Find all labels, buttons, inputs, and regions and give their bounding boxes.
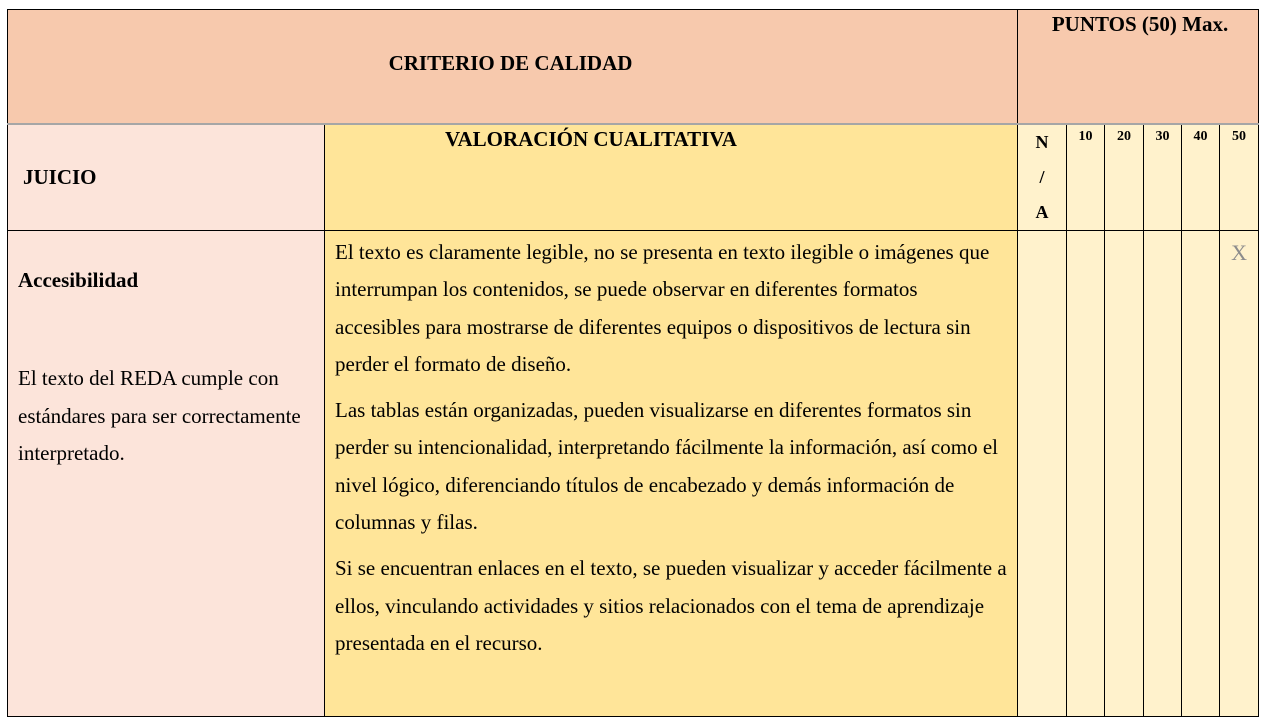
score-cell-na[interactable] (1018, 231, 1067, 717)
score-header-30: 30 (1144, 124, 1182, 231)
score-header-40: 40 (1182, 124, 1220, 231)
criterio-header-cell (8, 10, 1018, 125)
selected-score-mark: X (1231, 240, 1247, 265)
score-cell-30[interactable] (1144, 231, 1182, 717)
valoracion-paragraph: El texto es claramente legible, no se presenta en texto ilegible o imágenes que interrumpan los contenidos, se puede observar en diferentes formatos accesibles para mostrarse de diferentes equipos o dispositivos de lectura sin perder el formato de diseño. (335, 240, 990, 376)
juicio-header-cell (8, 124, 325, 231)
puntos-header-cell (1018, 10, 1259, 125)
valoracion-paragraph: Si se encuentran enlaces en el texto, se pueden visualizar y acceder fácilmente a ellos, vinculando actividades y sitios relacionados con el tema de aprendizaje presentada en el recurso. (335, 556, 1007, 655)
na-header-cell (1018, 124, 1067, 231)
na-header-n: N (1035, 132, 1049, 152)
valoracion-header-cell (325, 124, 1018, 231)
valoracion-paragraph: Las tablas están organizadas, pueden visualizarse en diferentes formatos sin perder su intencionalidad, interpretando fácilmente la información, así como el nivel lógico, diferenciando títulos de encabezado y demás información de columnas y filas. (335, 398, 998, 535)
na-header-a: A (1035, 202, 1049, 222)
valoracion-header: VALORACIÓN CUALITATIVA (445, 127, 737, 151)
juicio-header: JUICIO (23, 165, 97, 189)
na-header-slash: / (1039, 167, 1045, 187)
score-cell-50[interactable] (1220, 231, 1259, 717)
juicio-cell (8, 231, 325, 717)
score-cell-20[interactable] (1105, 231, 1144, 717)
rubric-table (7, 9, 1259, 717)
score-header-50: 50 (1220, 124, 1259, 231)
juicio-title: Accesibilidad (18, 268, 139, 292)
score-cell-10[interactable] (1067, 231, 1105, 717)
puntos-header: PUNTOS (50) Max. (1051, 12, 1229, 36)
valoracion-cell (325, 231, 1018, 717)
juicio-description: El texto del REDA cumple con estándares para ser correctamente interpretado. (18, 366, 301, 465)
score-header-20: 20 (1105, 124, 1144, 231)
score-cell-40[interactable] (1182, 231, 1220, 717)
score-header-10: 10 (1067, 124, 1105, 231)
criterio-header: CRITERIO DE CALIDAD (388, 51, 633, 75)
